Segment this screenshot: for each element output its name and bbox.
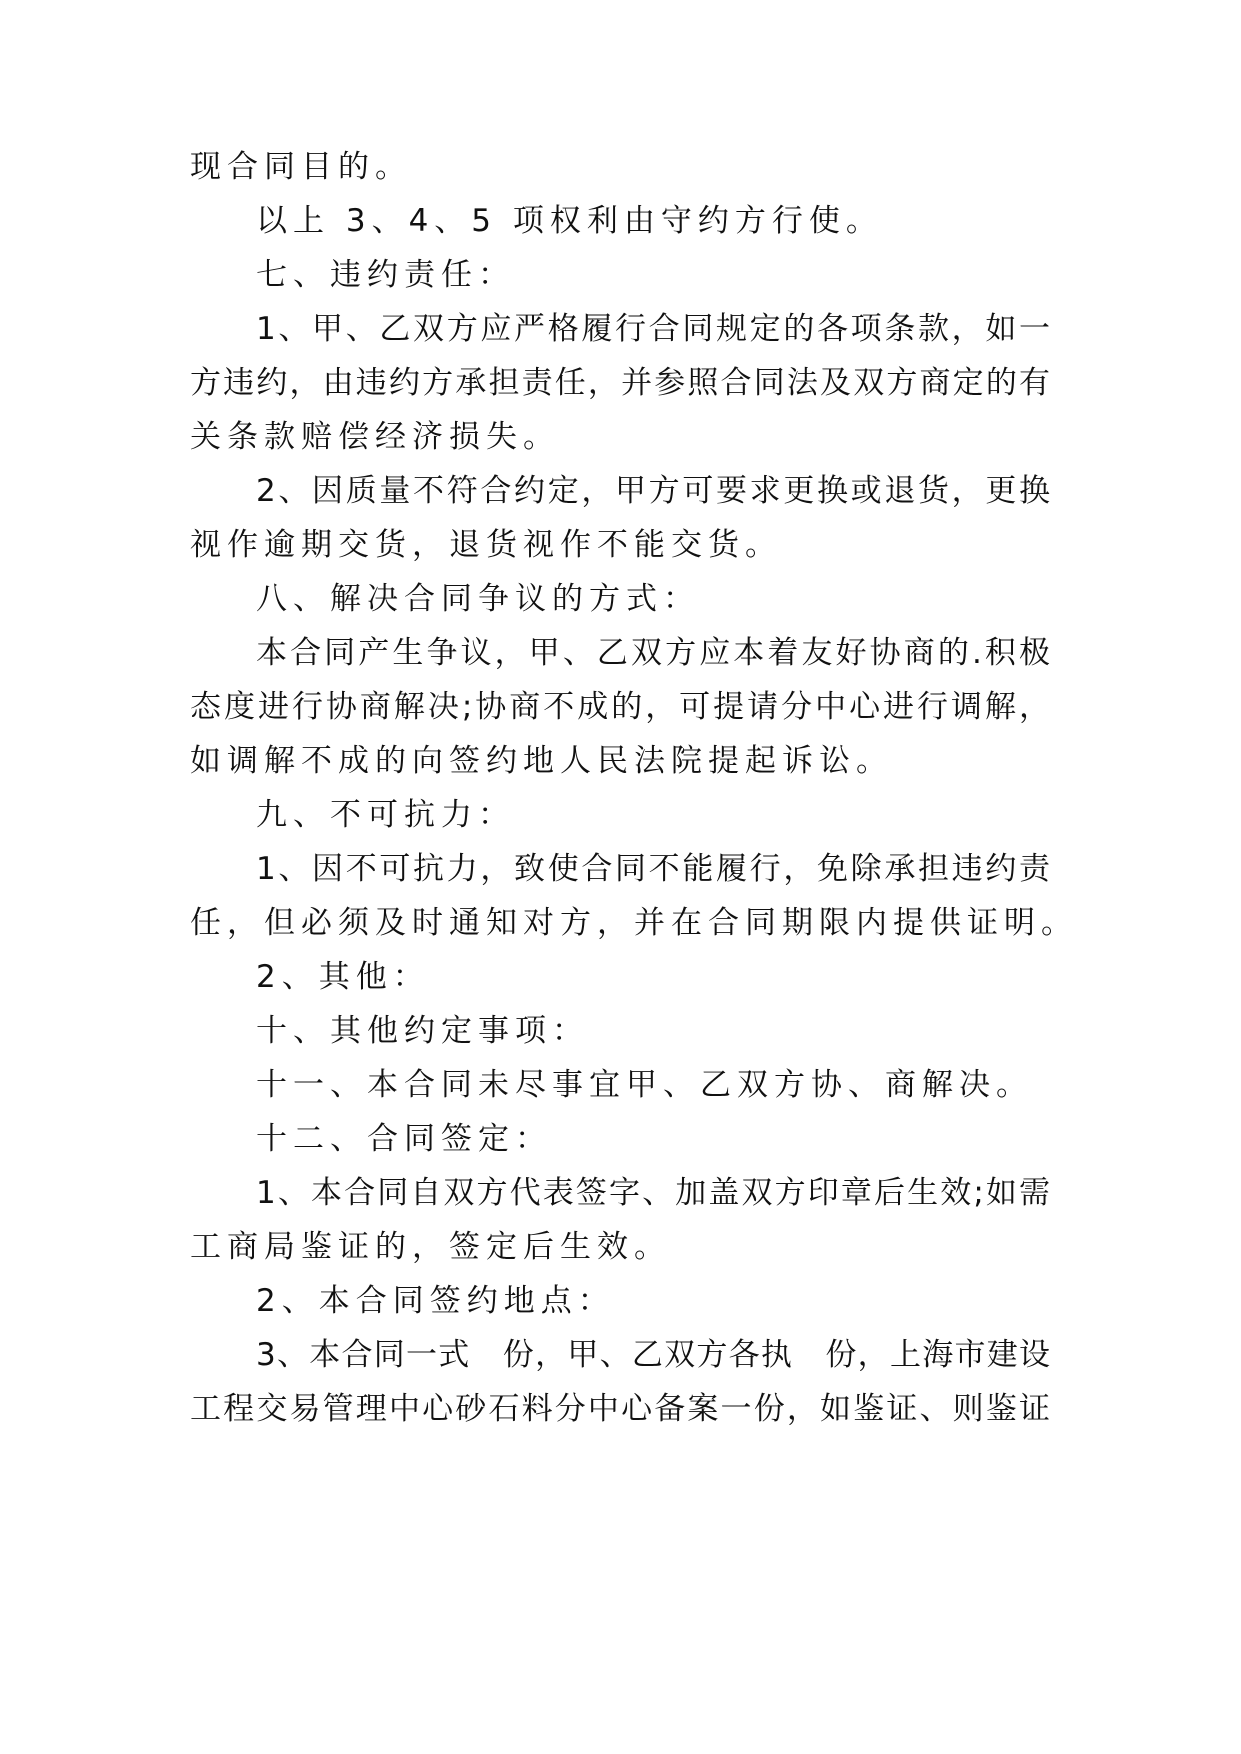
section-heading: 十、其他约定事项： — [256, 1013, 589, 1049]
text-line: 1、因不可抗力，致使合同不能履行，免除承担违约责 — [256, 851, 1050, 887]
text-line: 1、甲、乙双方应严格履行合同规定的各项条款，如一 — [256, 311, 1050, 347]
section-heading: 十二、合同签定： — [256, 1121, 552, 1157]
text-line: 本合同产生争议，甲、乙双方应本着友好协商的.积极 — [256, 635, 1050, 671]
text-line: 2、本合同签约地点： — [256, 1283, 615, 1319]
text-line: 3、本合同一式 份，甲、乙双方各执 份，上海市建设 — [256, 1337, 1050, 1373]
text-line: 方违约，由违约方承担责任，并参照合同法及双方商定的有 — [190, 365, 1050, 401]
section-heading: 九、不可抗力： — [256, 797, 515, 833]
text-line: 2、因质量不符合约定，甲方可要求更换或退货，更换 — [256, 473, 1050, 509]
section-heading: 八、解决合同争议的方式： — [256, 581, 700, 617]
text-line: 视作逾期交货，退货视作不能交货。 — [190, 527, 782, 563]
text-line: 工商局鉴证的，签定后生效。 — [190, 1229, 671, 1265]
section-heading: 七、违约责任： — [256, 257, 515, 293]
text-line: 态度进行协商解决;协商不成的，可提请分中心进行调解， — [190, 689, 1050, 725]
text-line: 关条款赔偿经济损失。 — [190, 419, 560, 455]
text-line: 1、本合同自双方代表签字、加盖双方印章后生效;如需 — [256, 1175, 1050, 1211]
section-heading: 十一、本合同未尽事宜甲、乙双方协、商解决。 — [256, 1067, 1033, 1103]
text-line: 现合同目的。 — [190, 149, 412, 185]
text-line: 2、其他： — [256, 959, 430, 995]
text-line: 工程交易管理中心砂石料分中心备案一份，如鉴证、则鉴证 — [190, 1391, 1050, 1427]
text-line: 以上 3、4、5 项权利由守约方行使。 — [256, 203, 883, 239]
text-line: 如调解不成的向签约地人民法院提起诉讼。 — [190, 743, 893, 779]
text-line: 任，但必须及时通知对方，并在合同期限内提供证明。 — [190, 905, 1078, 941]
